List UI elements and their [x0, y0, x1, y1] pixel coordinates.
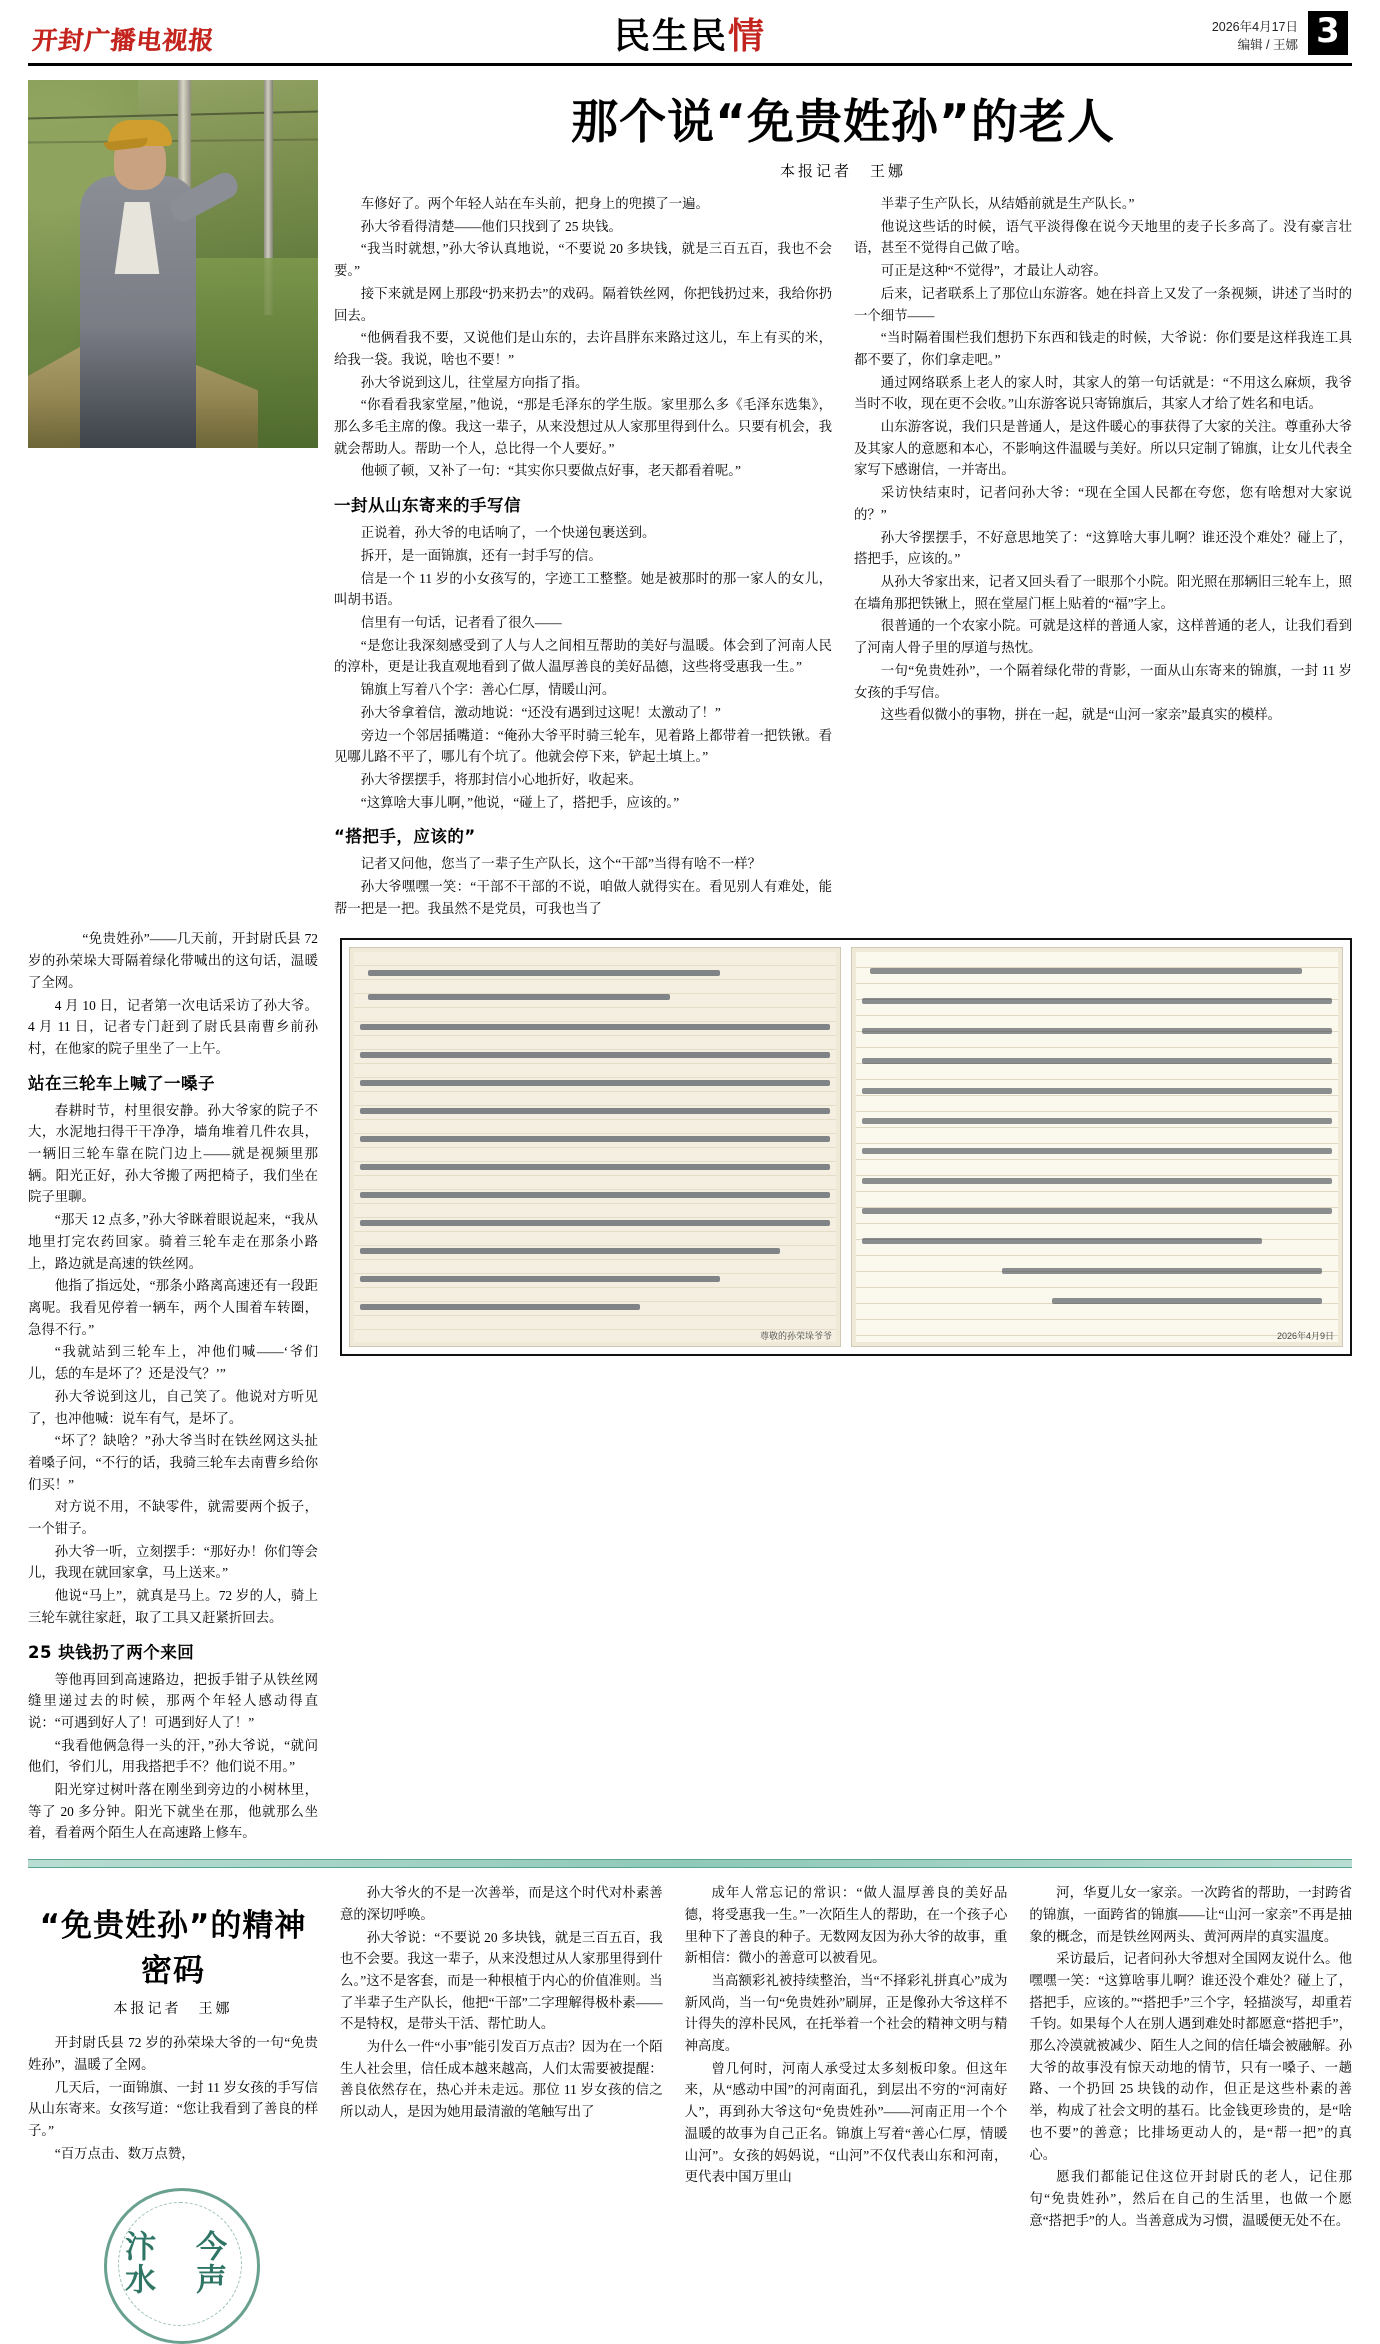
paragraph: 4 月 10 日，记者第一次电话采访了孙大爷。4 月 11 日，记者专门赶到了尉氏县南曹乡前孙村，在他家的院子里坐了一上午。 [28, 997, 318, 1056]
paragraph: 从孙大爷家出来，记者又回头看了一眼那个小院。阳光照在那辆旧三轮车上，照在墙角那把铁锹上，照在堂屋门框上贴着的“福”字上。 [854, 574, 1352, 611]
letter-paper-left [354, 952, 836, 1342]
article1-headline: 那个说“免贵姓孙”的老人 [571, 95, 1115, 150]
paragraph: “他俩看我不要，又说他们是山东的，去许昌胖东来路过这儿，车上有买的米，给我一袋。我说，啥也不要！” [334, 330, 832, 367]
paragraph: 他顿了顿，又补了一句：“其实你只要做点好事，老天都看着呢。” [360, 463, 741, 479]
seal-text [68, 2182, 278, 2344]
letter-line [862, 1238, 1262, 1244]
letter-line [862, 1088, 1332, 1094]
paragraph: 孙大爷嘿嘿一笑：“干部不干部的不说，咱做人就得实在。看见别人有难处，能帮一把是一把。我虽然不是党员，可我也当了 [334, 879, 832, 916]
letter-line [360, 1248, 780, 1254]
letter-line [368, 994, 670, 1000]
paragraph: 孙大爷拿着信，激动地说：“还没有遇到过这呢！太激动了！” [360, 704, 721, 720]
publish-date: 2026年4月17日 [1211, 19, 1298, 34]
paragraph: 接下来就是网上那段“扔来扔去”的戏码。隔着铁丝网，你把钱扔过来，我给你扔回去。 [334, 285, 832, 323]
article2-byline: 本报记者 王娜 [113, 2000, 233, 2017]
article-photo [28, 80, 318, 448]
letter-line [360, 1220, 830, 1226]
article1-col1 [28, 928, 318, 1845]
letter-right-date: 2026年4月9日 [1276, 1331, 1334, 1342]
paragraph: 通过网络联系上老人的家人时，其家人的第一句话就是：“不用这么麻烦，我爷当时不收，现在更不会收。”山东游客说只寄锦旗后，其家人才给了姓名和电话。 [854, 374, 1352, 412]
seal-char-group-1: 汴水 [119, 2230, 155, 2297]
paragraph: “我就站到三轮车上，冲他们喊——‘爷们儿，恁的车是坏了？还是没气？’” [28, 1344, 318, 1382]
handwritten-letter-right [851, 947, 1343, 1347]
paragraph: 采访快结束时，记者问孙大爷：“现在全国人民都在夸您，您有啥想对大家说的？” [854, 485, 1352, 522]
letter-line [862, 1208, 1332, 1214]
letter-line [862, 998, 1332, 1004]
letters-photo-box [340, 938, 1352, 1356]
letter-paper-right [856, 952, 1338, 1342]
column-seal-logo [68, 2182, 278, 2342]
seal-char-group-2: 今声 [190, 2230, 226, 2297]
paragraph: 孙大爷摆摆手，不好意思地笑了：“这算啥大事儿啊？谁还没个难处？碰上了，搭把手，应该的。” [854, 529, 1352, 567]
paragraph: 对方说不用，不缺零件，就需要两个扳子，一个钳子。 [28, 1499, 318, 1537]
article2-col1 [28, 1882, 318, 2342]
paragraph: 孙大爷摆摆手，将那封信小心地折好，收起来。 [360, 771, 642, 787]
paragraph: 他说“马上”，就真是马上。72 岁的人，骑上三轮车就往家赶，取了工具又赶紧折回去。 [28, 1588, 318, 1625]
article2-col3 [685, 1882, 1008, 2342]
page-number: 3 [1308, 11, 1348, 55]
paragraph: 当高额彩礼被持续整治，当“不择彩礼拼真心”成为新风尚，当一句“免贵姓孙”刷屏，正是像孙大爷这样不计得失的淳朴民风，在托举着一个社会的精神文明与精神高度。 [684, 1972, 1008, 2054]
photo-caption: “免贵姓孙”——几天前，开封尉氏县 72 岁的孙荣垛大哥隔着绿化带喊出的这句话，温暖了全网。 [28, 931, 318, 990]
article2-headline: “免贵姓孙”的精神密码 [39, 1908, 307, 1990]
article1-subhead-4: “搭把手，应该的” [334, 827, 476, 847]
masthead-right [1212, 11, 1348, 57]
letter-line [360, 1052, 830, 1058]
paragraph: 几天后，一面锦旗、一封 11 岁女孩的手写信从山东寄来。女孩写道：“您让我看到了善良的样子。” [28, 2079, 318, 2138]
paragraph: “那天 12 点多，”孙大爷眯着眼说起来，“我从地里打完农药回家。骑着三轮车走在那条小路上，路边就是高速的铁丝网。 [28, 1212, 318, 1271]
paragraph: 锦旗上写着八个字：善心仁厚，情暖山河。 [360, 682, 616, 698]
paragraph: “百万点击、数万点赞， [54, 2145, 195, 2161]
letter-line [368, 970, 720, 976]
letter-line [360, 1304, 640, 1310]
letter-line [862, 1028, 1332, 1034]
page-title-accent: 情 [728, 16, 767, 57]
letter-line [360, 1080, 830, 1086]
article1-top-columns [334, 193, 1352, 920]
paragraph: 正说着，孙大爷的电话响了，一个快递包裹送到。 [360, 525, 656, 541]
editor-credit: 编辑 / 王娜 [1237, 38, 1298, 53]
paragraph: 河，华夏儿女一家亲。一次跨省的帮助，一封跨省的锦旗，一面跨省的锦旗——让“山河一家亲”不再是抽象的概念，而是铁丝网两头、黄河两岸的真实温度。 [1029, 1885, 1353, 1944]
paragraph: “这算啥大事儿啊，”他说，“碰上了，搭把手，应该的。” [360, 794, 680, 810]
paragraph: 拆开，是一面锦旗，还有一封手写的信。 [360, 547, 602, 563]
letter-line [870, 968, 1302, 974]
paragraph: 一句“免贵姓孙”，一个隔着绿化带的背影，一面从山东寄来的锦旗，一封 11 岁女孩的手写信。 [854, 662, 1352, 700]
article1-lower [28, 928, 1352, 1845]
paragraph: 孙大爷说到这儿，自己笑了。他说对方听见了，也冲他喊：说车有气，是坏了。 [28, 1388, 318, 1426]
paragraph: 孙大爷火的不是一次善举，而是这个时代对朴素善意的深切呼唤。 [340, 1885, 663, 1922]
page-title [614, 8, 766, 59]
paragraph: “你看看我家堂屋，”他说，“那是毛泽东的学生版。家里那么多《毛泽东选集》，那么多毛主席的像。我这一辈子，从来没想过从人家那里得到什么。只要有机会，我就会帮助人。帮助一个人，总比得一个人要好。” [334, 397, 832, 456]
paragraph: 阳光穿过树叶落在刚坐到旁边的小树林里，等了 20 多分钟。阳光下就坐在那，他就那么坐着，看着两个陌生人在高速路上修车。 [28, 1782, 318, 1841]
paragraph: “我当时就想，”孙大爷认真地说，“不要说 20 多块钱，就是三百五百，我也不会要。” [334, 241, 832, 279]
article1-col3-top [854, 193, 1352, 920]
letter-line [862, 1148, 1332, 1154]
article2 [28, 1882, 1352, 2342]
paragraph: 成年人常忘记的常识：“做人温厚善良的美好品德，将受惠我一生。”一次陌生人的帮助，在一个孩子心里种下了善良的种子。无数网友因为孙大爷的故事，重新相信：微小的善意可以被看见。 [684, 1885, 1008, 1966]
paper-logo: 开封广播电视报 [30, 26, 216, 55]
letter-line [360, 1136, 830, 1142]
article1-subhead-1: 站在三轮车上喊了一嗓子 [28, 1073, 215, 1093]
paragraph: 后来，记者联系上了那位山东游客。她在抖音上又发了一条视频，讲述了当时的一个细节—— [854, 285, 1352, 323]
paragraph: 他指了指远处，“那条小路离高速还有一段距离呢。我看见停着一辆车，两个人围着车转圈，急得不行。” [28, 1278, 318, 1337]
letter-signature-line [1002, 1268, 1322, 1274]
paragraph: 可正是这种“不觉得”，才最让人动容。 [880, 263, 1107, 279]
article2-col4 [1029, 1882, 1352, 2342]
masthead-meta [1212, 18, 1298, 56]
paragraph: 孙大爷说：“不要说 20 多块钱，就是三百五百，我也不会要。我这一辈子，从来没想过从人家那里得到什么。”这不是客套，而是一种根植于内心的价值准则。当了半辈子生产队长，他把“干部”二字理解得极朴素——不是特权，是带头干活、帮忙助人。 [340, 1929, 663, 2032]
paragraph: 为什么一件“小事”能引发百万点击？因为在一个陌生人社会里，信任成本越来越高，人们太需要被提醒：善良依然存在，热心并未走远。那位 11 岁女孩的信之所以动人，是因为她用最清澈的笔触写出了 [340, 2039, 663, 2120]
paragraph: 曾几何时，河南人承受过太多刻板印象。但这年来，从“感动中国”的河南面孔，到层出不穷的“河南好人”，再到孙大爷这句“免贵姓孙”——河南正用一个个温暖的故事为自己正名。锦旗上写着“善心仁厚，情暖山河”。女孩的妈妈说，“山河”不仅代表山东和河南，更代表中国万里山 [684, 2060, 1008, 2185]
paragraph: 半辈子生产队长，从结婚前就是生产队长。” [880, 196, 1135, 212]
paragraph: 旁边一个邻居插嘴道：“俺孙大爷平时骑三轮车，见着路上都带着一把铁锹。看见哪儿路不平了，哪儿有个坑了。他就会停下来，铲起土填上。” [334, 727, 832, 765]
paragraph: 很普通的一个农家小院。可就是这样的普通人家，这样普通的老人，让我们看到了河南人骨子里的厚道与热忱。 [854, 618, 1352, 656]
paragraph: “坏了？缺啥？”孙大爷当时在铁丝网这头扯着嗓子问，“不行的话，我骑三轮车去南曹乡给你们买！” [28, 1433, 318, 1492]
lead-zone [28, 66, 1352, 920]
paragraph: 愿我们都能记住这位开封尉氏的老人，记住那句“免贵姓孙”，然后在自己的生活里，也做一个愿意“搭把手”的人。当善意成为习惯，温暖便无处不在。 [1029, 2169, 1353, 2228]
paragraph: “是您让我深刻感受到了人与人之间相互帮助的美好与温暖。体会到了河南人民的淳朴，更是让我直观地看到了做人温厚善良的美好品德，这些将受惠我一生。” [334, 637, 832, 675]
letter-line [862, 1058, 1332, 1064]
paragraph: “我看他俩急得一头的汗，”孙大爷说，“就问他们，爷们儿，用我搭把手不？他们说不用。” [28, 1737, 318, 1775]
letter-line [862, 1118, 1332, 1124]
paragraph: “当时隔着围栏我们想扔下东西和钱走的时候，大爷说：你们要是这样我连工具都不要了，你们拿走吧。” [854, 330, 1352, 367]
letters-area [340, 928, 1352, 1845]
article2-col2 [340, 1882, 663, 2342]
paragraph: 山东游客说，我们只是普通人，是这件暖心的事获得了大家的关注。尊重孙大爷及其家人的意愿和本心，不影响这件温暖与美好。所以只定制了锦旗，让女儿代表全家写下感谢信，一并寄出。 [854, 419, 1352, 478]
letter-left-title: 尊敬的孙荣垛爷爷 [759, 1331, 832, 1342]
paragraph: 车修好了。两个年轻人站在车头前，把身上的兜摸了一遍。 [360, 196, 709, 212]
paragraph: 春耕时节，村里很安静。孙大爷家的院子不大，水泥地扫得干干净净，墙角堆着几件农具，一辆旧三轮车靠在院门边上——就是视频里那辆。阳光正好，孙大爷搬了两把椅子，我们坐在院子里聊。 [28, 1102, 318, 1205]
letter-line [360, 1024, 830, 1030]
article1-subhead-3: 一封从山东寄来的手写信 [334, 496, 521, 516]
letter-line [360, 1192, 830, 1198]
paragraph: 他说这些话的时候，语气平淡得像在说今天地里的麦子长多高了。没有豪言壮语，甚至不觉得自己做了啥。 [854, 218, 1352, 256]
paragraph: 等他再回到高速路边，把扳手钳子从铁丝网缝里递过去的时候，那两个年轻人感动得直说：“可遇到好人了！可遇到好人了！” [28, 1671, 318, 1730]
paragraph: 这些看似微小的事物，拼在一起，就是“山河一家亲”最真实的模样。 [880, 707, 1282, 723]
masthead [28, 0, 1352, 66]
paragraph: 采访最后，记者问孙大爷想对全国网友说什么。他嘿嘿一笑：“这算啥事儿啊？谁还没个难处？碰上了，搭把手，应该的。”“搭把手”三个字，轻描淡写，却重若千钧。如果每个人在别人遇到难处时都愿意“搭把手”，那么冷漠就被减少、陌生人之间的信任墙会被融解。孙大爷的故事没有惊天动地的情节，只有一嗓子、一趟路、一个扔回 25 块钱的动作，但正是这些朴素的善举，构成了社会文明的基石。比金钱更珍贵的，是“啥也不要”的善意；比排场更动人的，是“帮一把”的真心。 [1029, 1951, 1353, 2162]
headline-column [334, 80, 1352, 920]
article1-col2-top [334, 193, 832, 920]
paragraph: 信是一个 11 岁的小女孩写的，字迹工工整整。她是被那时的那一家人的女儿，叫胡书语。 [334, 570, 832, 608]
paragraph: 孙大爷说到这儿，往堂屋方向指了指。 [360, 374, 589, 390]
photo-column [28, 80, 318, 920]
letter-line [360, 1276, 720, 1282]
paragraph: 信里有一句话，记者看了很久—— [360, 615, 562, 630]
letter-line [862, 1178, 1332, 1184]
paragraph: 记者又问他，您当了一辈子生产队长，这个“干部”当得有啥不一样？ [360, 856, 762, 872]
paragraph: 孙大爷看得清楚——他们只找到了 25 块钱。 [360, 218, 622, 234]
letter-date-line [1052, 1298, 1322, 1304]
letter-line [360, 1164, 830, 1170]
article1-byline: 本报记者 王娜 [779, 163, 906, 181]
section-divider [28, 1859, 1352, 1868]
letter-line [360, 1108, 830, 1114]
paragraph: 孙大爷一听，立刻摆手：“那好办！你们等会儿，我现在就回家拿，马上送来。” [28, 1543, 318, 1581]
handwritten-letter-left [349, 947, 841, 1347]
article1-subhead-2: 25 块钱扔了两个来回 [28, 1642, 195, 1662]
paragraph: 开封尉氏县 72 岁的孙荣垛大爷的一句“免贵姓孙”，温暖了全网。 [28, 2035, 318, 2072]
page-title-plain: 民生民 [613, 16, 728, 57]
